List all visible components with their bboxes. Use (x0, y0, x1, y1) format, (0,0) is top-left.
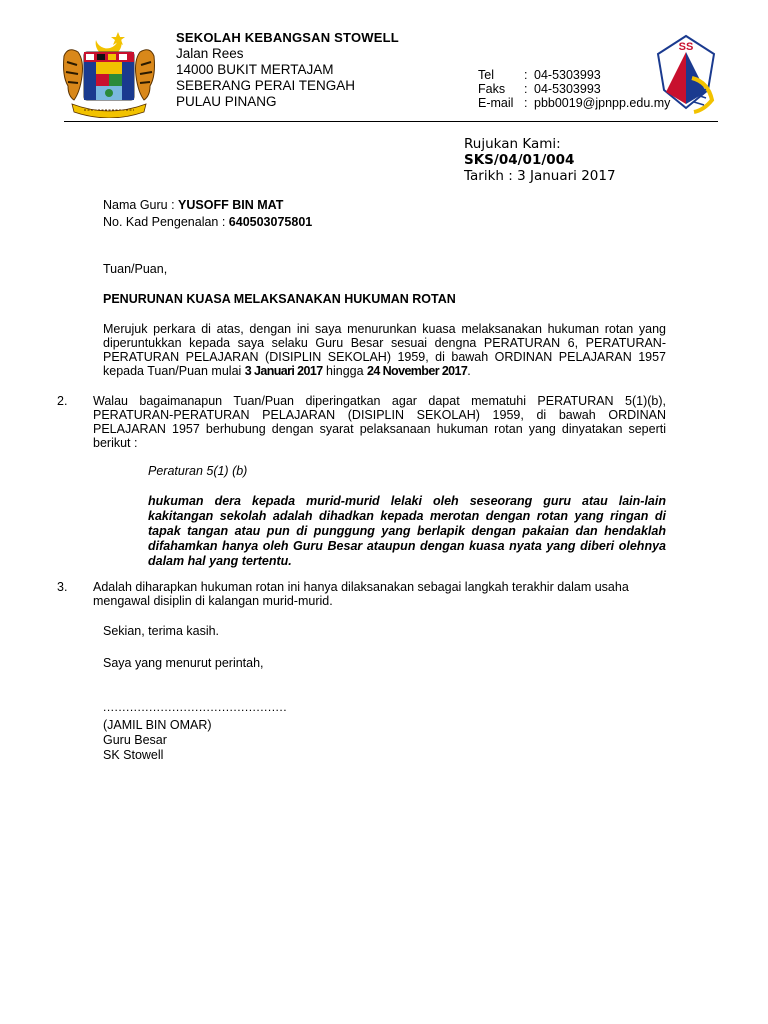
malaysia-coat-of-arms-icon (58, 26, 160, 118)
start-date: 3 Januari 2017 (244, 364, 323, 378)
contact-label: E-mail (478, 96, 514, 110)
paragraph-1 (103, 322, 666, 378)
reference-label: Rujukan Kami: (464, 136, 561, 152)
end-date: 24 November 2017 (367, 364, 468, 378)
address-line: 14000 BUKIT MERTAJAM (176, 62, 334, 77)
quote-text: hukuman dera kepada murid-murid lelaki oleh seseorang guru atau lain-lain kakitangan sekolah adalah dihadkan kepada merotan dengan rotan yang ringan di tapak tangan atau pun di punggung yang berlapik dengan pakaian dan hendaklah difahamkan hanya oleh Guru Besar ataupun dengan kuasa nyata yang diberi olehnya dalam hal yang tertentu. (148, 494, 666, 568)
contact-separator: : (524, 68, 528, 82)
school-badge-icon (654, 30, 718, 116)
signatory-title: Guru Besar (103, 733, 167, 747)
contact-value: 04-5303993 (534, 82, 601, 96)
thanks-line: Sekian, terima kasih. (103, 624, 220, 638)
paragraph-3: Adalah diharapkan hukuman rotan ini hanya dilaksanakan sebagai langkah terakhir dalam usaha mengawal disiplin di kalangan murid-murid. (93, 580, 629, 608)
paragraph-1-text: Merujuk perkara di atas, dengan ini saya menurunkan kuasa melaksanakan hukuman rotan yang diperuntukkan kepada saya selaku Guru Besar sesuai dengna PERATURAN 6, PERATURAN-PERATURAN PELAJARAN (DISIPLIN SEKOLAH) 1959, di bawah ORDINAN PELAJARAN 1957 kepada Tuan/Puan mulai (103, 322, 666, 378)
school-name: SEKOLAH KEBANGSAN STOWELL (176, 30, 399, 45)
address-line: Jalan Rees (176, 46, 244, 61)
closing-line: Saya yang menurut perintah, (103, 656, 264, 670)
salutation: Tuan/Puan, (103, 262, 168, 276)
contact-value: pbb0019@jpnpp.edu.my (534, 96, 671, 110)
address-line: PULAU PINANG (176, 94, 277, 109)
paragraph-3-number: 3. (57, 580, 68, 594)
contact-row-email (478, 96, 670, 110)
paragraph-1-end: . (467, 364, 471, 378)
paragraph-2-number: 2. (57, 394, 68, 408)
recipient-ic-line (103, 214, 312, 231)
contact-label: Faks (478, 82, 506, 96)
quote-title: Peraturan 5(1) (b) (148, 464, 248, 478)
reference-date: Tarikh : 3 Januari 2017 (464, 168, 616, 184)
signature-dots: ................................................ (103, 700, 288, 714)
reference-block (464, 136, 616, 184)
signature-block (103, 718, 212, 763)
contact-label: Tel (478, 68, 494, 82)
signatory-name: (JAMIL BIN OMAR) (103, 718, 212, 732)
contact-value: 04-5303993 (534, 68, 601, 82)
paragraph-1-connector: hingga (322, 364, 368, 378)
signatory-org: SK Stowell (103, 748, 164, 762)
contact-row-tel (478, 68, 670, 82)
paragraph-2: Walau bagaimanapun Tuan/Puan diperingatkan agar dapat mematuhi PERATURAN 5(1)(b), PERATURAN-PERATURAN PELAJARAN (DISIPLIN SEKOLAH) 1959, di bawah ORDINAN PELAJARAN 1957 berhubung dengan syarat pelaksanaan hukuman rotan yang dinyatakan seperti berikut : (93, 394, 666, 450)
contact-row-fax (478, 82, 670, 96)
contact-separator: : (524, 82, 528, 96)
school-address-block (176, 30, 399, 110)
recipient-ic: 640503075801 (228, 215, 313, 229)
letter-subject: PENURUNAN KUASA MELAKSANAKAN HUKUMAN ROTAN (103, 292, 456, 306)
contact-block (478, 68, 670, 110)
header-divider (64, 121, 718, 122)
contact-separator: : (524, 96, 528, 110)
recipient-name-label: Nama Guru : (103, 198, 179, 212)
recipient-ic-label: No. Kad Pengenalan : (103, 215, 229, 229)
recipient-name-line (103, 197, 312, 214)
reference-code: SKS/04/01/004 (464, 152, 575, 168)
recipient-block (103, 197, 312, 231)
address-line: SEBERANG PERAI TENGAH (176, 78, 356, 93)
school-badge-text: SS (678, 41, 694, 53)
recipient-name: YUSOFF BIN MAT (178, 198, 284, 212)
